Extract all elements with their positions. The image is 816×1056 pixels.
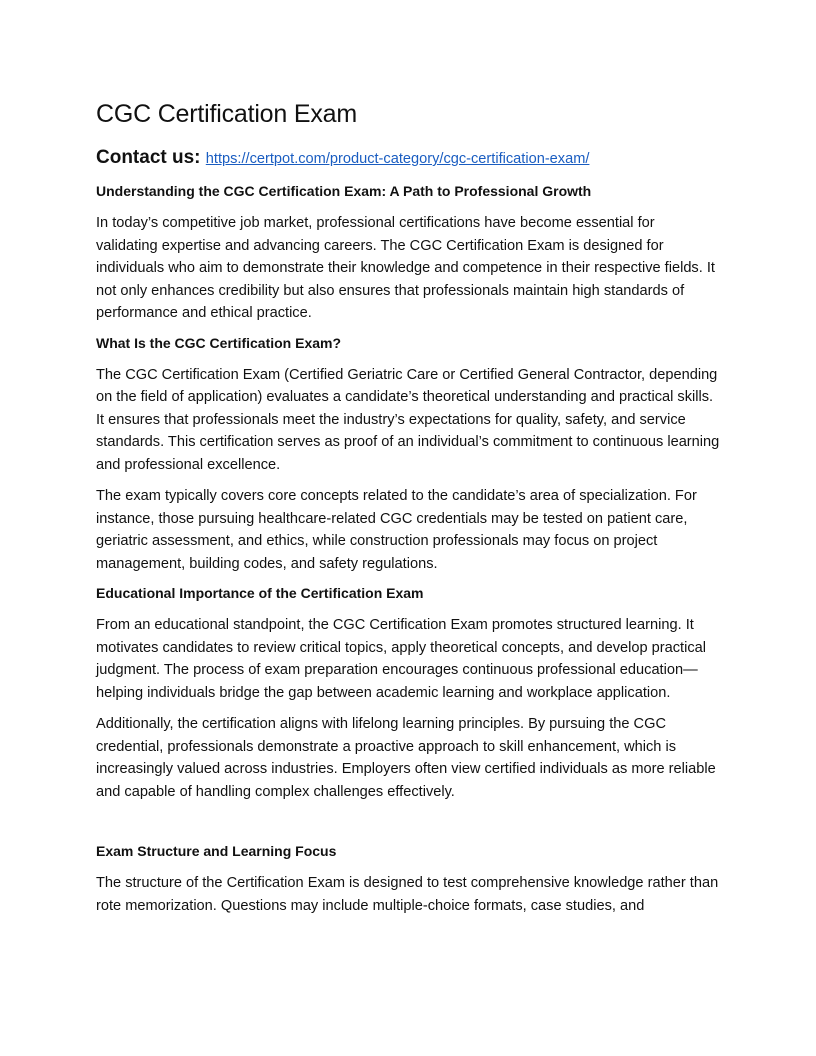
contact-line (96, 145, 720, 172)
paragraph-what-is-2: The exam typically covers core concepts related to the candidate’s area of specialization. For instance, those pursuing healthcare-related CGC credentials may be tested on patient care, geriatric assessment, and ethics, while construction professionals may focus on project management, building codes, and safety regulations. (96, 488, 697, 572)
section-spacer (96, 812, 720, 842)
paragraph-educational-1: From an educational standpoint, the CGC Certification Exam promotes structured learning. It motivates candidates to review critical topics, apply theoretical concepts, and develop practical judgment. The process of exam preparation encourages continuous professional education—helping individuals bridge the gap between academic learning and workplace application. (96, 617, 707, 701)
heading-understanding: Understanding the CGC Certification Exam: A Path to Professional Growth (96, 183, 592, 199)
document-page (96, 97, 720, 926)
paragraph-what-is-1: The CGC Certification Exam (Certified Geriatric Care or Certified General Contractor, depending on the field of application) evaluates a candidate’s theoretical understanding and practical skills. It ensures that professionals meet the industry’s expectations for quality, safety, and service standards. This certification serves as proof of an individual’s commitment to continuous learning and professional excellence. (96, 366, 720, 473)
heading-structure: Exam Structure and Learning Focus (96, 843, 337, 859)
paragraph-educational-2: Additionally, the certification aligns with lifelong learning principles. By pursuing the CGC credential, professionals demonstrate a proactive approach to skill enhancement, which is increasingly valued across industries. Employers often view certified individuals as more reliable and capable of handling complex challenges effectively. (96, 716, 716, 800)
contact-link[interactable]: https://certpot.com/product-category/cgc-certification-exam/ (205, 151, 590, 167)
heading-what-is: What Is the CGC Certification Exam? (96, 334, 342, 351)
heading-educational: Educational Importance of the Certification Exam (96, 585, 424, 601)
contact-label: Contact us: (96, 147, 201, 168)
document-title: CGC Certification Exam (96, 100, 357, 128)
paragraph-structure-1: The structure of the Certification Exam is designed to test comprehensive knowledge rather than rote memorization. Questions may include multiple-choice formats, case studies, and (96, 875, 719, 914)
paragraph-intro: In today’s competitive job market, professional certifications have become essential for validating expertise and advancing careers. The CGC Certification Exam is designed for individuals who aim to demonstrate their knowledge and competence in their respective fields. It not only enhances credibility but also ensures that professionals maintain high standards of performance and ethical practice. (96, 215, 715, 321)
